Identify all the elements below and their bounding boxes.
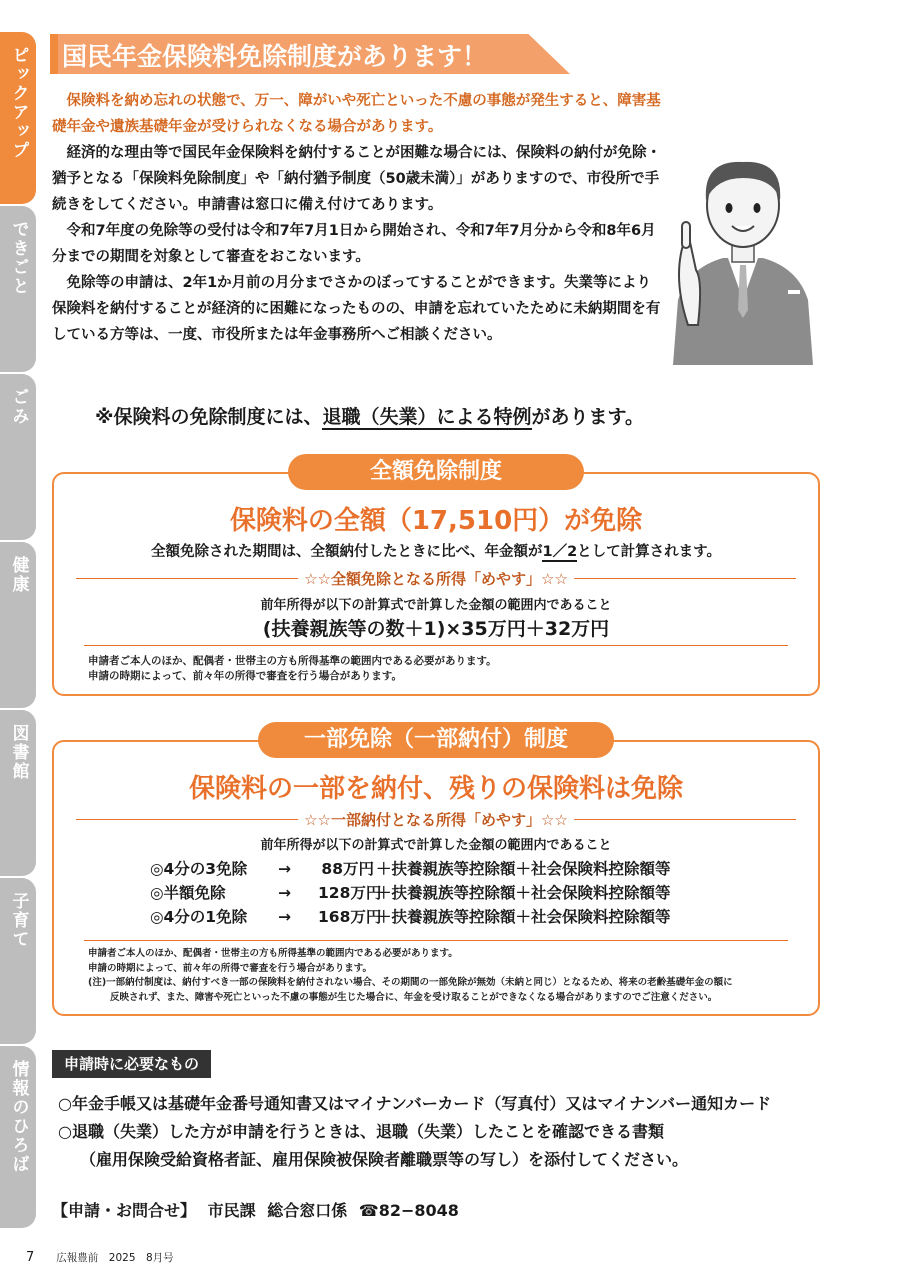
staff-illustration (668, 150, 818, 365)
row-amount: 128万円 (318, 884, 382, 902)
tab-label: ピックアップ (8, 46, 29, 160)
publication-name: 広報豊前 2025 8月号 (56, 1252, 174, 1264)
row-deductions: ＋扶養親族等控除額＋社会保険料控除額等 (376, 908, 671, 926)
intro-paragraph: 経済的な理由等で国民年金保険料を納付することが困難な場合には、保険料の納付が免除・猶予となる「保険料免除制度」や「納付猶予制度（50歳未満）」がありますので、市役所で手続きをしてください。申請書は窓口に備え付けてあります。 (52, 145, 661, 213)
full-exemption-title: 全額免除制度 (288, 454, 584, 490)
tab-label: 図書館 (8, 724, 29, 781)
requirement-item: （雇用保険受給資格者証、雇用保険被保険者離職票等の写し）を添付してください。 (80, 1150, 689, 1169)
box-notes (88, 654, 497, 684)
row-label: ◎4分の1免除 (150, 908, 248, 926)
requirements-list (58, 1090, 771, 1174)
notice-underlined: 退職（失業）による特例 (322, 406, 532, 428)
partial-exemption-box (52, 727, 820, 1016)
note-line: (注)一部納付制度は、納付すべき一部の保険料を納付されない場合、その期間の一部免除が無効（未納と同じ）となるため、将来の老齢基礎年金の額に (88, 977, 733, 988)
full-exemption-subline (54, 540, 818, 561)
tab-health[interactable] (0, 542, 36, 708)
note-line: 申請者ご本人のほか、配偶者・世帯主の方も所得基準の範囲内である必要があります。 (88, 655, 497, 667)
formula-row (150, 857, 671, 881)
formula-intro: 前年所得が以下の計算式で計算した金額の範囲内であること (260, 838, 612, 853)
tab-events[interactable] (0, 206, 36, 372)
section-divider (76, 811, 796, 829)
formula-row (150, 905, 671, 929)
partial-exemption-headline: 保険料の一部を納付、残りの保険料は免除 (188, 774, 683, 804)
full-exemption-box (52, 459, 820, 696)
tab-label: 情報のひろば (8, 1060, 29, 1174)
requirements-heading: 申請時に必要なもの (52, 1050, 211, 1078)
page-footer (26, 1250, 174, 1265)
tab-garbage[interactable] (0, 374, 36, 540)
tab-childcare[interactable] (0, 878, 36, 1044)
formula-row (150, 881, 671, 905)
intro-text (52, 88, 662, 348)
row-deductions: ＋扶養親族等控除額＋社会保険料控除額等 (376, 860, 671, 878)
contact-desk: 総合窓口係 (267, 1201, 348, 1220)
arrow: → (278, 860, 291, 878)
tab-library[interactable] (0, 710, 36, 876)
tab-label: 健康 (8, 556, 29, 594)
subline-emphasis: 1／2 (542, 544, 578, 560)
subline-text: として計算されます。 (577, 544, 722, 560)
divider-label: ☆☆全額免除となる所得「めやす」☆☆ (298, 568, 574, 589)
row-deductions: ＋扶養親族等控除額＋社会保険料控除額等 (376, 884, 671, 902)
subline-text: 全額免除された期間は、全額納付したときに比べ、年金額が (150, 544, 543, 560)
note-line: 申請の時期によって、前々年の所得で審査を行う場合があります。 (88, 670, 402, 682)
page-number: 7 (26, 1250, 35, 1265)
intro-paragraph: 免除等の申請は、2年1か月前の月分までさかのぼってすることができます。失業等により保険料を納付することが経済的に困難になったものの、申請を忘れていたために未納期間を有している方等は、一度、市役所または年金事務所へご相談ください。 (52, 275, 661, 343)
income-formula: (扶養親族等の数＋1)×35万円＋32万円 (262, 618, 610, 640)
contact-department: 市民課 (207, 1201, 256, 1220)
box-notes (88, 947, 733, 1005)
contact-label: 【申請・お問合せ】 (52, 1201, 197, 1220)
arrow: → (278, 884, 291, 902)
contact-line (52, 1198, 459, 1221)
notice-suffix: があります。 (531, 406, 644, 428)
formula-intro: 前年所得が以下の計算式で計算した金額の範囲内であること (260, 598, 612, 613)
notes-divider (84, 645, 788, 646)
partial-exemption-title: 一部免除（一部納付）制度 (258, 722, 614, 758)
divider-label: ☆☆一部納付となる所得「めやす」☆☆ (298, 809, 574, 830)
row-amount: 88万円 (321, 860, 374, 878)
tab-pickup[interactable] (0, 32, 36, 204)
note-line: 申請者ご本人のほか、配偶者・世帯主の方も所得基準の範囲内である必要があります。 (88, 948, 458, 959)
intro-paragraph: 令和7年度の免除等の受付は令和7年7月1日から開始され、令和7年7月分から令和8年6月分までの期間を対象として審査をおこないます。 (52, 223, 656, 265)
arrow: → (278, 908, 291, 926)
tab-label: できごと (8, 220, 29, 296)
note-line: 反映されず、また、障害や死亡といった不慮の事態が生じた場合に、年金を受け取ることができなくなる場合がありますのでご注意ください。 (110, 991, 718, 1003)
special-case-notice (95, 402, 644, 429)
requirement-item: ○年金手帳又は基礎年金番号通知書又はマイナンバーカード（写真付）又はマイナンバー通知カード (58, 1094, 772, 1113)
intro-lead: 保険料を納め忘れの状態で、万一、障がいや死亡といった不慮の事態が発生すると、障害基礎年金や遺族基礎年金が受けられなくなる場合があります。 (52, 93, 661, 135)
page-title: 国民年金保険料免除制度があります！ (62, 42, 488, 71)
row-label: ◎半額免除 (150, 884, 226, 902)
requirement-item: ○退職（失業）した方が申請を行うときは、退職（失業）したことを確認できる書類 (58, 1122, 664, 1141)
full-exemption-headline: 保険料の全額（17,510円）が免除 (229, 506, 643, 536)
note-line: 申請の時期によって、前々年の所得で審査を行う場合があります。 (88, 962, 373, 974)
section-divider (76, 570, 796, 588)
tab-label: 子育て (8, 892, 29, 949)
tab-label: ごみ (8, 388, 29, 426)
income-formula-table (150, 857, 671, 929)
notice-prefix: ※保険料の免除制度には、 (95, 406, 323, 428)
notes-divider (84, 940, 788, 941)
tab-info-square[interactable] (0, 1046, 36, 1228)
row-amount: 168万円 (318, 908, 382, 926)
row-label: ◎4分の3免除 (150, 860, 248, 878)
contact-phone[interactable]: ☎82−8048 (358, 1201, 459, 1220)
